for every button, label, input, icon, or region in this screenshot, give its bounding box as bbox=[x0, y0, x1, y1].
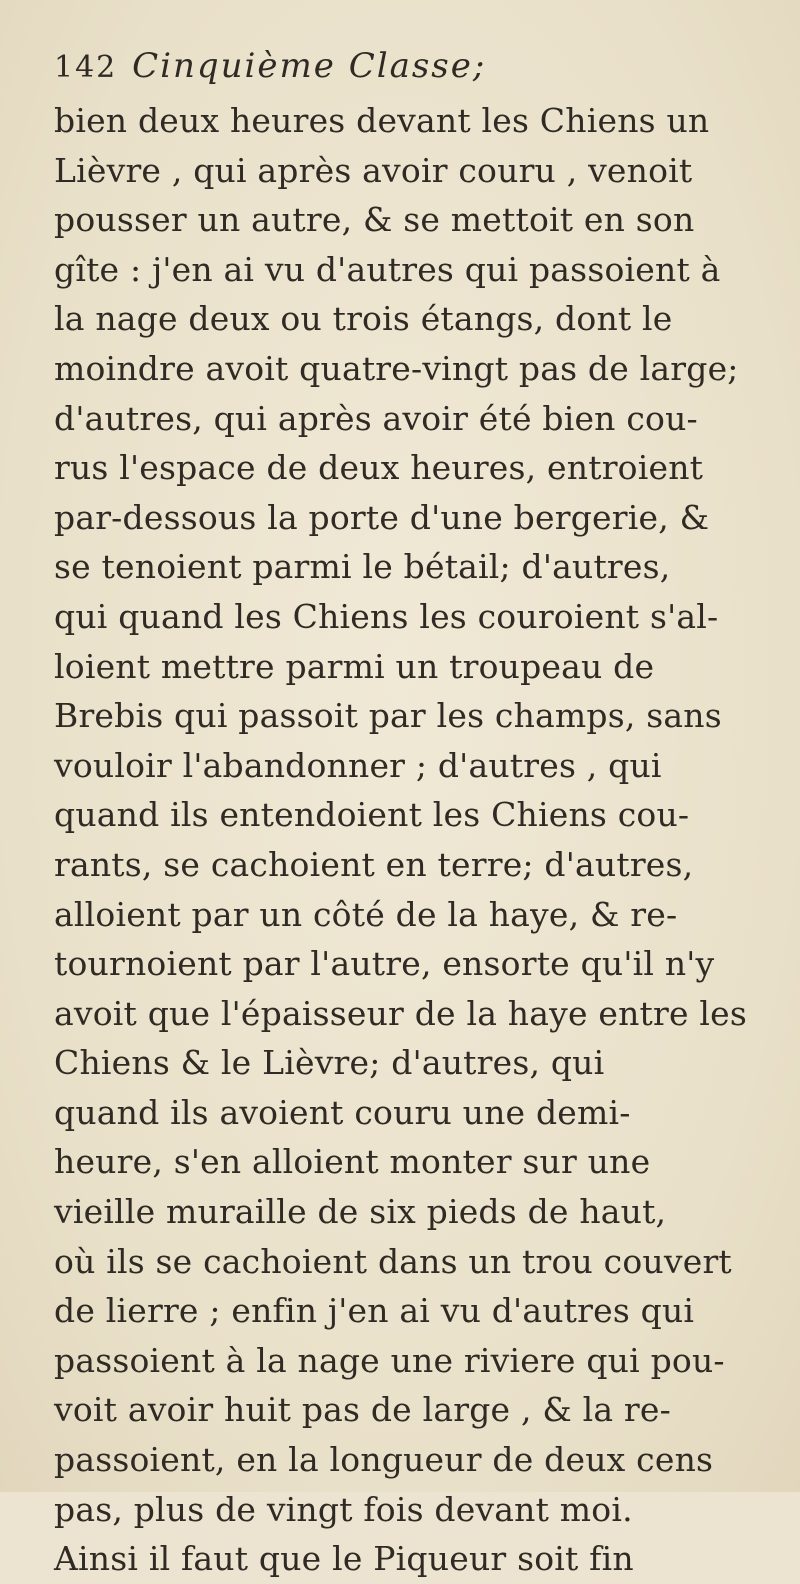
text-line: passoient, en la longueur de deux cens bbox=[54, 1440, 714, 1480]
text-line: Brebis qui passoit par les champs, sans bbox=[54, 696, 722, 736]
text-line: Chiens & le Lièvre; d'autres, qui bbox=[54, 1043, 605, 1083]
text-line: rants, se cachoient en terre; d'autres, bbox=[54, 844, 694, 884]
text-line: quand ils entendoient les Chiens cou- bbox=[54, 795, 690, 835]
text-line: se tenoient parmi le bétail; d'autres, bbox=[54, 547, 671, 587]
text-line: vouloir l'abandonner ; d'autres , qui bbox=[54, 745, 662, 785]
text-line: heure, s'en alloient monter sur une bbox=[54, 1142, 651, 1182]
body-text bbox=[54, 96, 754, 1584]
text-line: pas, plus de vingt fois devant moi. bbox=[54, 1489, 633, 1529]
text-line: alloient par un côté de la haye, & re- bbox=[54, 894, 678, 934]
text-line: de lierre ; enfin j'en ai vu d'autres qui bbox=[54, 1291, 695, 1331]
text-line: loient mettre parmi un troupeau de bbox=[54, 646, 655, 686]
text-line: passoient à la nage une riviere qui pou- bbox=[54, 1340, 725, 1380]
text-line: par-dessous la porte d'une bergerie, & bbox=[54, 497, 710, 537]
text-line: rus l'espace de deux heures, entroient bbox=[54, 448, 704, 488]
text-line: voit avoir huit pas de large , & la re- bbox=[54, 1390, 671, 1430]
text-line: la nage deux ou trois étangs, dont le bbox=[54, 299, 673, 339]
text-line: bien deux heures devant les Chiens un bbox=[54, 101, 710, 140]
running-title: Cinquième Classe; bbox=[132, 46, 487, 86]
text-line: pousser un autre, & se mettoit en son bbox=[54, 200, 695, 240]
text-line: tournoient par l'autre, ensorte qu'il n'y bbox=[54, 944, 715, 984]
text-line: d'autres, qui après avoir été bien cou- bbox=[54, 398, 698, 438]
page-header bbox=[54, 46, 754, 96]
text-line: gîte : j'en ai vu d'autres qui passoient à bbox=[54, 249, 721, 289]
text-line: qui quand les Chiens les couroient s'al- bbox=[54, 596, 719, 636]
page-number: 142 bbox=[54, 50, 118, 85]
text-line: Lièvre , qui après avoir couru , venoit bbox=[54, 150, 693, 190]
text-line: où ils se cachoient dans un trou couvert bbox=[54, 1241, 732, 1281]
text-line: avoit que l'épaisseur de la haye entre les bbox=[54, 993, 748, 1033]
text-line: Ainsi il faut que le Piqueur soit fin bbox=[54, 1539, 634, 1579]
text-line: vieille muraille de six pieds de haut, bbox=[54, 1192, 667, 1232]
text-line: quand ils avoient couru une demi- bbox=[54, 1092, 631, 1132]
text-line: moindre avoit quatre-vingt pas de large; bbox=[54, 348, 739, 388]
